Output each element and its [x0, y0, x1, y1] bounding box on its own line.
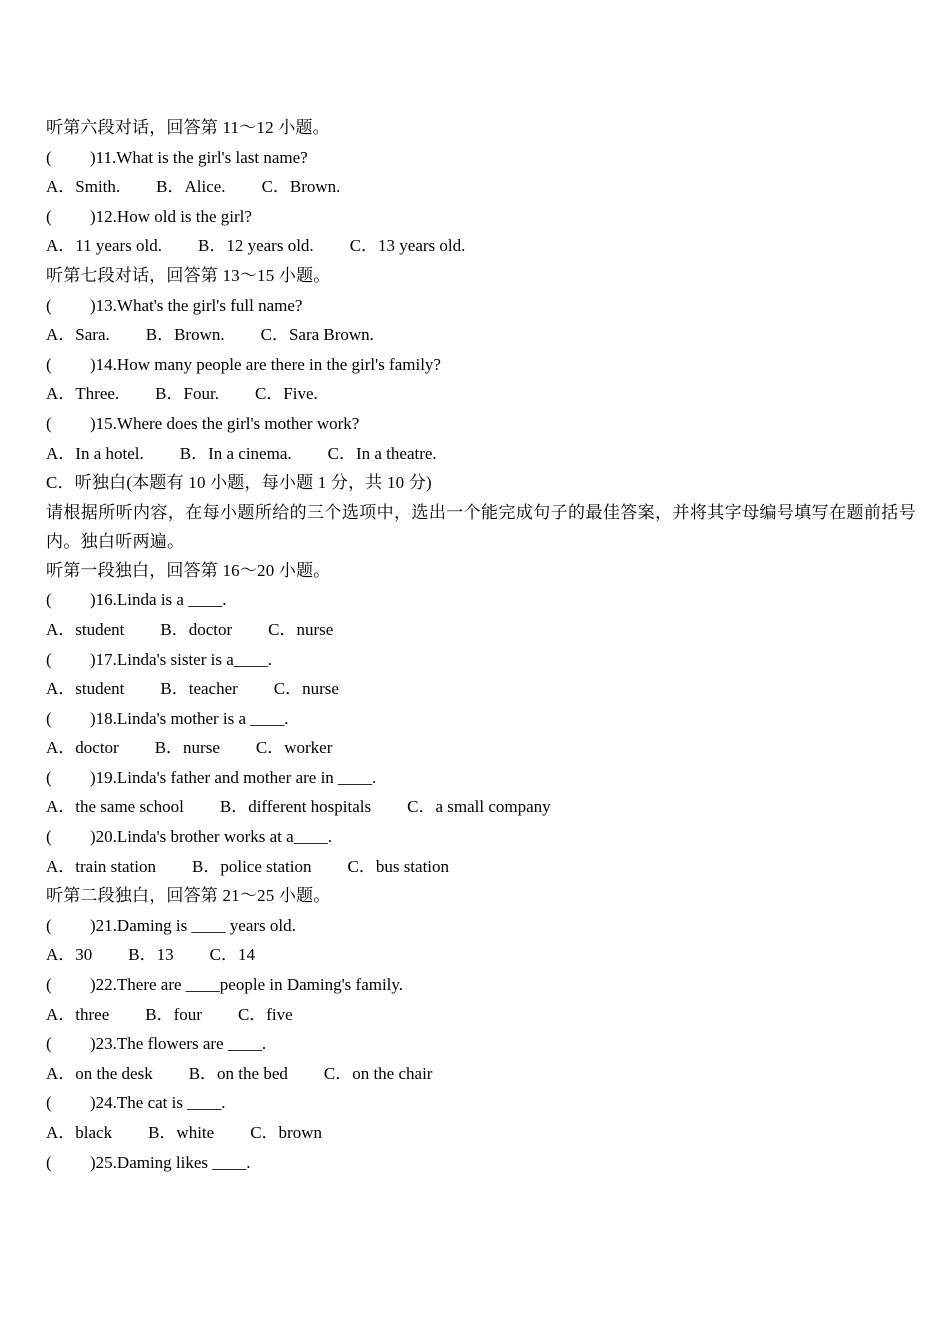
answer-blank-paren: (: [46, 354, 52, 374]
options-line: [46, 231, 916, 261]
answer-option: B．four: [145, 1004, 202, 1024]
question-line: [46, 409, 916, 439]
answer-blank-paren: (: [46, 649, 52, 669]
answer-blank-paren: (: [46, 915, 52, 935]
question-line: [46, 704, 916, 734]
section-heading: C．听独白(本题有 10 小题，每小题 1 分，共 10 分): [46, 473, 432, 493]
section-heading: 听第一段独白，回答第 16～20 小题。: [46, 560, 331, 580]
answer-option: B．Four.: [155, 384, 219, 404]
options-line: [46, 439, 916, 469]
question-line: [46, 763, 916, 793]
answer-option: A．In a hotel.: [46, 443, 144, 463]
question-line: [46, 291, 916, 321]
answer-blank-paren: (: [46, 1093, 52, 1113]
answer-option: B．on the bed: [188, 1063, 288, 1083]
answer-option: C．nurse: [273, 679, 339, 699]
answer-option: C．Five.: [254, 384, 318, 404]
question-line: [46, 350, 916, 380]
answer-blank-paren: (: [46, 295, 52, 315]
answer-option: B．different hospitals: [219, 797, 372, 817]
answer-option: C．brown: [250, 1123, 322, 1142]
answer-option: A．train station: [46, 856, 157, 876]
question-text: )13.What's the girl's full name?: [90, 295, 303, 315]
answer-option: A．student: [46, 619, 125, 639]
options-line: [46, 320, 916, 350]
options-line: [46, 1118, 916, 1148]
answer-option: B．In a cinema.: [179, 443, 292, 463]
question-text: )25.Daming likes ____.: [90, 1152, 251, 1172]
question-text: )24.The cat is ____.: [90, 1093, 226, 1113]
worksheet-page: [46, 113, 916, 1177]
question-line: [46, 645, 916, 675]
section-heading: 听第二段独白，回答第 21～25 小题。: [46, 886, 331, 906]
answer-blank-paren: (: [46, 827, 52, 847]
answer-blank-paren: (: [46, 147, 52, 167]
answer-option: B．13: [128, 945, 174, 965]
answer-option: C．on the chair: [323, 1063, 433, 1083]
answer-option: C．Brown.: [261, 177, 341, 197]
options-line: [46, 172, 916, 202]
options-line: [46, 674, 916, 704]
answer-option: B．Alice.: [156, 177, 226, 197]
answer-option: B．teacher: [160, 679, 238, 699]
question-line: [46, 911, 916, 941]
question-line: [46, 202, 916, 232]
answer-option: A．black: [46, 1123, 113, 1142]
question-line: [46, 970, 916, 1000]
question-text: )19.Linda's father and mother are in ____.: [90, 767, 377, 787]
answer-option: A．three: [46, 1004, 110, 1024]
question-line: [46, 1088, 916, 1118]
options-line: [46, 733, 916, 763]
question-text: )11.What is the girl's last name?: [90, 147, 308, 167]
answer-blank-paren: (: [46, 767, 52, 787]
options-line: [46, 792, 916, 822]
question-line: [46, 143, 916, 173]
answer-option: C．In a theatre.: [327, 443, 437, 463]
answer-option: A．the same school: [46, 797, 184, 817]
answer-option: C．13 years old.: [349, 236, 466, 256]
answer-option: B．doctor: [160, 619, 233, 639]
question-text: )21.Daming is ____ years old.: [90, 915, 296, 935]
options-line: [46, 1000, 916, 1030]
answer-blank-paren: (: [46, 1034, 52, 1054]
instruction-text: 请根据所听内容，在每小题所给的三个选项中，选出一个能完成句子的最佳答案，并将其字母编号填写在题前括号内。独白听两遍。: [46, 502, 916, 551]
question-text: )20.Linda's brother works at a____.: [90, 827, 332, 847]
question-line: [46, 1029, 916, 1059]
section-heading: 听第七段对话，回答第 13～15 小题。: [46, 265, 331, 285]
question-text: )22.There are ____people in Daming's family.: [90, 975, 404, 995]
question-text: )17.Linda's sister is a____.: [90, 649, 273, 669]
question-text: )16.Linda is a ____.: [90, 590, 227, 610]
question-line: [46, 585, 916, 615]
answer-option: A．11 years old.: [46, 236, 162, 256]
answer-option: C．a small company: [407, 797, 551, 817]
options-line: [46, 852, 916, 882]
answer-option: A．Three.: [46, 384, 120, 404]
answer-blank-paren: (: [46, 413, 52, 433]
answer-option: B．nurse: [154, 738, 220, 758]
answer-option: C．worker: [255, 738, 333, 758]
answer-option: B．police station: [192, 856, 312, 876]
answer-option: A．30: [46, 945, 93, 965]
answer-option: A．Sara.: [46, 325, 110, 345]
answer-blank-paren: (: [46, 708, 52, 728]
answer-option: A．on the desk: [46, 1063, 153, 1083]
options-line: [46, 940, 916, 970]
answer-option: A．doctor: [46, 738, 119, 758]
question-text: )14.How many people are there in the girl's family?: [90, 354, 441, 374]
answer-option: C．14: [209, 945, 255, 965]
question-line: [46, 822, 916, 852]
answer-option: A．Smith.: [46, 177, 121, 197]
answer-blank-paren: (: [46, 206, 52, 226]
answer-option: B．white: [148, 1123, 215, 1142]
answer-blank-paren: (: [46, 975, 52, 995]
answer-option: C．five: [237, 1004, 293, 1024]
answer-blank-paren: (: [46, 590, 52, 610]
question-text: )15.Where does the girl's mother work?: [90, 413, 360, 433]
answer-option: A．student: [46, 679, 125, 699]
answer-option: C．bus station: [347, 856, 450, 876]
options-line: [46, 379, 916, 409]
answer-option: C．Sara Brown.: [260, 325, 374, 345]
answer-option: C．nurse: [268, 619, 334, 639]
answer-option: B．12 years old.: [198, 236, 314, 256]
question-text: )12.How old is the girl?: [90, 206, 252, 226]
section-heading: 听第六段对话，回答第 11～12 小题。: [46, 118, 330, 137]
question-text: )23.The flowers are ____.: [90, 1034, 267, 1054]
question-text: )18.Linda's mother is a ____.: [90, 708, 289, 728]
options-line: [46, 1059, 916, 1089]
answer-option: B．Brown.: [145, 325, 225, 345]
options-line: [46, 615, 916, 645]
answer-blank-paren: (: [46, 1152, 52, 1172]
question-line: [46, 1148, 916, 1178]
